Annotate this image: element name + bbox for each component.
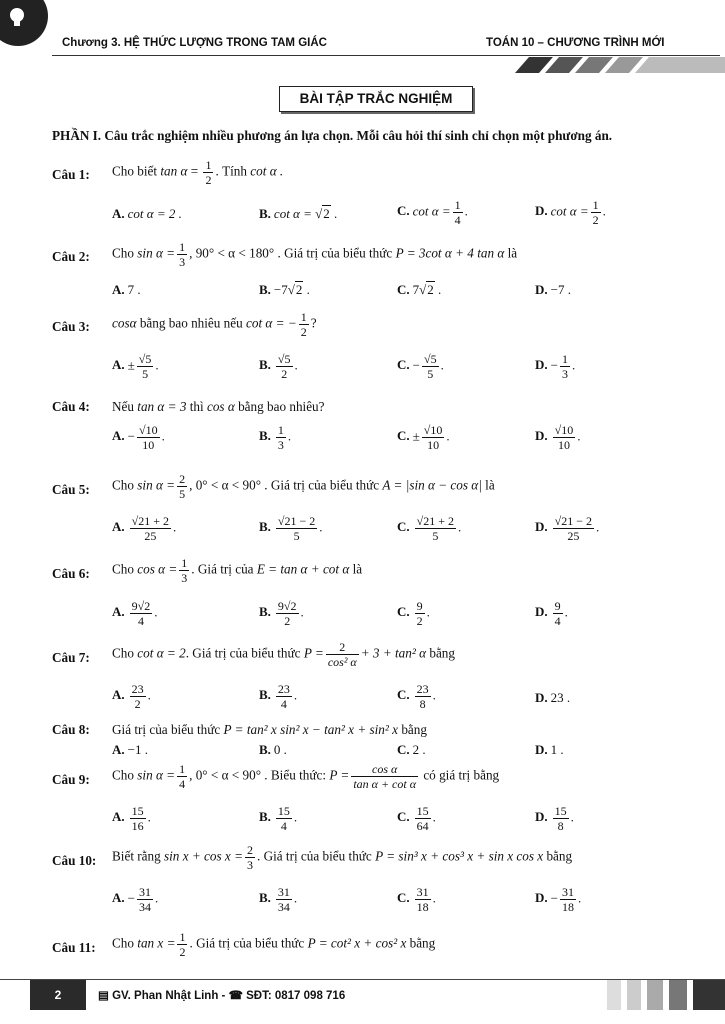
question-text: Cho cos α = $\frac{1}{3}$ . Giá trị của E = tan α + cot α là <box>112 556 363 585</box>
question-text: Cho sin α = $\frac{1}{3}$ , 90° < α < 180° . Giá trị của biểu thức P = 3cot α + 4 tan α là <box>112 240 518 269</box>
course-title: TOÁN 10 – CHƯƠNG TRÌNH MỚI <box>486 37 665 49</box>
footer <box>0 980 725 1010</box>
question-text: Cho tan x = $\frac{1}{2}$ . Giá trị của biểu thức P = cot² x + cos² x bằng <box>112 930 436 959</box>
option-d[interactable]: D. $\frac{15}{8}$ . <box>535 804 574 833</box>
footer-credit: ▤ GV. Phan Nhật Linh - ☎ SĐT: 0817 098 716 <box>98 990 346 1002</box>
option-b[interactable]: B. $\frac{1}{3}$ . <box>259 423 292 452</box>
logo <box>0 0 48 46</box>
option-a[interactable]: A. ± $\frac{√5}{5}$ . <box>112 352 159 381</box>
option-c[interactable]: C. 7√2 . <box>397 282 442 297</box>
option-a[interactable]: A. $\frac{15}{16}$ . <box>112 804 151 833</box>
option-a[interactable]: A. $\frac{23}{2}$ . <box>112 682 151 711</box>
option-a[interactable]: A. − $\frac{√10}{10}$ . <box>112 423 165 452</box>
question-number: Câu 3: <box>52 319 90 334</box>
question-number: Câu 7: <box>52 650 90 665</box>
option-d[interactable]: D. cot α = $\frac{1}{2}$ . <box>535 198 606 227</box>
option-d[interactable]: D. − $\frac{1}{3}$ . <box>535 352 576 381</box>
question-text: Nếu tan α = 3 thì cos α bằng bao nhiêu? <box>112 399 325 414</box>
option-d[interactable]: D. $\frac{9}{4}$ . <box>535 599 568 628</box>
chapter-title: Chương 3. HỆ THỨC LƯỢNG TRONG TAM GIÁC <box>62 37 327 49</box>
question-text: Cho sin α = $\frac{1}{4}$ , 0° < α < 90° . Biểu thức: P = $\frac{\text{cos α}}{\text{tan α + cot α}}$ có giá trị bằng <box>112 762 500 791</box>
question-number: Câu 1: <box>52 167 90 182</box>
question-text: Biết rằng sin x + cos x = $\frac{2}{3}$ . Giá trị của biểu thức P = sin³ x + cos³ x + sin x cos x bằng <box>112 843 573 872</box>
option-b[interactable]: B. cot α = √2 . <box>259 206 338 221</box>
option-c[interactable]: C. $\frac{√21 + 2}{5}$ . <box>397 514 462 543</box>
part-heading: PHẦN I. Câu trắc nghiệm nhiều phương án lựa chọn. Mỗi câu hỏi thí sinh chỉ chọn một phương án. <box>52 128 613 143</box>
question-number: Câu 5: <box>52 482 90 497</box>
option-c[interactable]: C. 2 . <box>397 742 426 757</box>
question-text: Giá trị của biểu thức P = tan² x sin² x − tan² x + sin² x bằng <box>112 722 427 737</box>
option-b[interactable]: B. 0 . <box>259 742 287 757</box>
option-d[interactable]: D. − $\frac{31}{18}$ . <box>535 885 582 914</box>
option-a[interactable]: A. −1 . <box>112 742 148 757</box>
question-number: Câu 8: <box>52 722 90 737</box>
option-a[interactable]: A. − $\frac{31}{34}$ . <box>112 885 159 914</box>
phone-icon: ☎ <box>228 990 243 1002</box>
option-d[interactable]: D. 23 . <box>535 690 571 705</box>
option-b[interactable]: B. $\frac{9√2}{2}$ . <box>259 599 304 628</box>
question-number: Câu 2: <box>52 249 90 264</box>
option-c[interactable]: C. $\frac{9}{2}$ . <box>397 599 430 628</box>
option-d[interactable]: D. −7 . <box>535 282 571 297</box>
question-number: Câu 11: <box>52 940 96 955</box>
option-a[interactable]: A. $\frac{9√2}{4}$ . <box>112 599 158 628</box>
header-stripes <box>515 57 725 73</box>
option-b[interactable]: B. −7√2 . <box>259 282 310 297</box>
option-d[interactable]: D. $\frac{√10}{10}$ . <box>535 423 581 452</box>
question-text: Cho sin α = $\frac{2}{5}$ , 0° < α < 90° . Giá trị của biểu thức A = |sin α − cos α| là <box>112 472 495 501</box>
option-c[interactable]: C. $\frac{31}{18}$ . <box>397 885 436 914</box>
option-a[interactable]: A. cot α = 2 . <box>112 206 182 221</box>
question-number: Câu 6: <box>52 566 90 581</box>
option-a[interactable]: A. $\frac{√21 + 2}{25}$ . <box>112 514 177 543</box>
header-rule <box>52 55 720 56</box>
option-a[interactable]: A. 7 . <box>112 282 141 297</box>
option-c[interactable]: C. $\frac{15}{64}$ . <box>397 804 436 833</box>
brain-icon <box>6 6 28 28</box>
option-b[interactable]: B. $\frac{√5}{2}$ . <box>259 352 298 381</box>
question-number: Câu 10: <box>52 853 97 868</box>
option-c[interactable]: C. cot α = $\frac{1}{4}$ . <box>397 198 468 227</box>
question-number: Câu 9: <box>52 772 90 787</box>
question-text: Cho biết tan α = $\frac{1}{2}$ . Tính cot α . <box>112 158 284 187</box>
question-text: Cho cot α = 2. Giá trị của biểu thức P = $\frac{2}{\text{cos² α}}$ + 3 + tan² α bằng <box>112 640 455 669</box>
option-b[interactable]: B. $\frac{√21 - 2}{5}$ . <box>259 514 323 543</box>
question-text: cosα bằng bao nhiêu nếu cot α = − $\frac{1}{2}$ ? <box>112 310 317 339</box>
option-d[interactable]: D. 1 . <box>535 742 564 757</box>
option-c[interactable]: C. $\frac{23}{8}$ . <box>397 682 436 711</box>
question-number: Câu 4: <box>52 399 90 414</box>
section-title: BÀI TẬP TRẮC NGHIỆM <box>279 86 473 112</box>
option-c[interactable]: C. ± $\frac{√10}{10}$ . <box>397 423 450 452</box>
option-b[interactable]: B. $\frac{23}{4}$ . <box>259 682 298 711</box>
option-b[interactable]: B. $\frac{15}{4}$ . <box>259 804 298 833</box>
option-c[interactable]: C. − $\frac{√5}{5}$ . <box>397 352 444 381</box>
document-icon: ▤ <box>98 990 109 1002</box>
option-b[interactable]: B. $\frac{31}{34}$ . <box>259 885 298 914</box>
footer-stripes <box>605 980 725 1010</box>
page-number: 2 <box>30 980 86 1010</box>
option-d[interactable]: D. $\frac{√21 - 2}{25}$ . <box>535 514 600 543</box>
